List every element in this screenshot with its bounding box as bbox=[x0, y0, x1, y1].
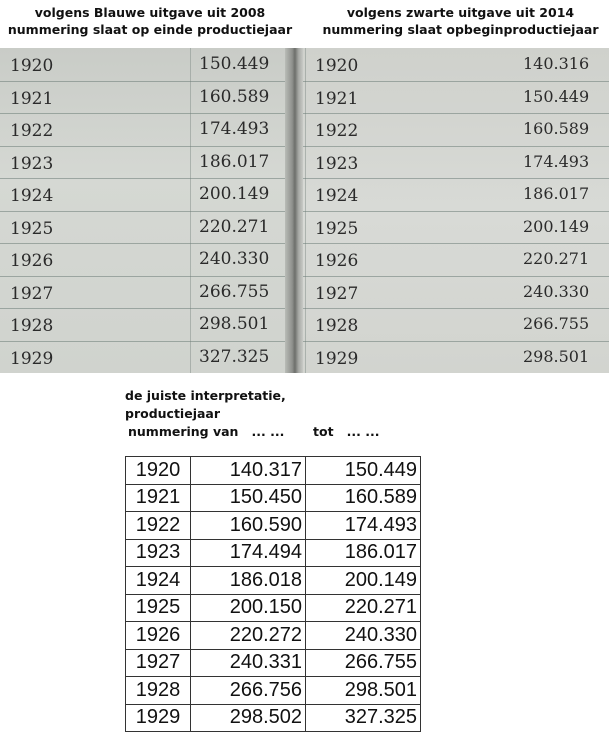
photo-table-row bbox=[303, 146, 609, 180]
left-book-photo bbox=[0, 48, 300, 373]
photo-year: 1926 bbox=[10, 251, 54, 271]
photo-table-row bbox=[303, 48, 609, 82]
left-header-line2: nummering slaat op einde productiejaar bbox=[7, 22, 293, 37]
left-header-line1: volgens Blauwe uitgave uit 2008 bbox=[34, 5, 266, 20]
to-cell: 327.325 bbox=[306, 704, 421, 732]
from-cell: 220.272 bbox=[191, 622, 306, 650]
photo-table-row bbox=[303, 341, 609, 374]
from-cell: 140.317 bbox=[191, 457, 306, 485]
photo-year: 1925 bbox=[315, 218, 359, 239]
photo-value: 174.493 bbox=[199, 119, 270, 139]
photo-value: 298.501 bbox=[523, 346, 590, 366]
table-row bbox=[126, 649, 421, 677]
photo-year: 1928 bbox=[10, 316, 54, 336]
year-cell: 1920 bbox=[126, 457, 191, 485]
to-cell: 220.271 bbox=[306, 594, 421, 622]
photo-value: 186.017 bbox=[523, 184, 590, 203]
photo-year: 1927 bbox=[315, 283, 359, 304]
from-cell: 186.018 bbox=[191, 567, 306, 595]
left-header bbox=[0, 4, 300, 52]
photo-year: 1927 bbox=[10, 283, 54, 304]
photo-year: 1926 bbox=[315, 251, 359, 271]
from-cell: 240.331 bbox=[191, 649, 306, 677]
right-header-line2: nummering slaat opbeginproductiejaar bbox=[322, 22, 599, 37]
table-row bbox=[126, 704, 421, 732]
year-cell: 1921 bbox=[126, 484, 191, 512]
note-line1: de juiste interpretatie, bbox=[125, 388, 286, 403]
photo-value: 150.449 bbox=[523, 86, 590, 106]
photo-value: 240.330 bbox=[199, 249, 270, 269]
photo-table-row bbox=[303, 81, 609, 115]
year-cell: 1922 bbox=[126, 512, 191, 540]
from-cell: 298.502 bbox=[191, 704, 306, 732]
photo-value: 186.017 bbox=[199, 151, 270, 172]
photo-year: 1925 bbox=[10, 218, 54, 239]
photo-value: 298.501 bbox=[199, 314, 270, 334]
interpretation-note bbox=[125, 387, 425, 441]
photo-year: 1929 bbox=[315, 348, 359, 369]
photo-year: 1921 bbox=[10, 88, 54, 109]
photo-table-row bbox=[303, 113, 609, 147]
photo-table-row bbox=[0, 243, 300, 277]
from-cell: 174.494 bbox=[191, 539, 306, 567]
photo-value: 200.149 bbox=[523, 216, 590, 236]
photo-value: 220.271 bbox=[523, 249, 590, 268]
photo-table-row bbox=[303, 308, 609, 342]
photo-value: 160.589 bbox=[523, 119, 590, 138]
table-row bbox=[126, 484, 421, 512]
to-cell: 160.589 bbox=[306, 484, 421, 512]
photo-year: 1922 bbox=[10, 121, 54, 141]
photo-value: 266.755 bbox=[523, 314, 590, 333]
to-cell: 266.755 bbox=[306, 649, 421, 677]
to-cell: 240.330 bbox=[306, 622, 421, 650]
photo-table-row bbox=[0, 276, 300, 310]
photo-value: 240.330 bbox=[523, 281, 590, 301]
to-cell: 150.449 bbox=[306, 457, 421, 485]
photo-value: 150.449 bbox=[199, 54, 270, 74]
result-table bbox=[125, 456, 421, 732]
photo-table-row bbox=[0, 341, 300, 374]
photo-table-row bbox=[303, 243, 609, 277]
photo-table-row bbox=[0, 178, 300, 212]
year-cell: 1928 bbox=[126, 677, 191, 705]
to-cell: 200.149 bbox=[306, 567, 421, 595]
photo-value: 266.755 bbox=[199, 281, 270, 302]
right-header-line1: volgens zwarte uitgave uit 2014 bbox=[346, 5, 575, 20]
note-line3: nummering van ... ... bbox=[128, 424, 285, 439]
year-cell: 1927 bbox=[126, 649, 191, 677]
photo-value: 327.325 bbox=[199, 346, 270, 367]
from-cell: 160.590 bbox=[191, 512, 306, 540]
photo-year: 1929 bbox=[10, 348, 54, 369]
right-book-photo bbox=[303, 48, 609, 373]
photo-table-row bbox=[303, 178, 609, 212]
year-cell: 1925 bbox=[126, 594, 191, 622]
photo-table-row bbox=[0, 211, 300, 245]
photo-year: 1922 bbox=[315, 121, 359, 141]
book-gutter bbox=[285, 48, 303, 373]
photo-year: 1924 bbox=[10, 186, 54, 206]
table-row bbox=[126, 512, 421, 540]
year-cell: 1923 bbox=[126, 539, 191, 567]
photo-table-row bbox=[303, 276, 609, 310]
from-cell: 266.756 bbox=[191, 677, 306, 705]
photo-value: 160.589 bbox=[199, 86, 270, 107]
right-header bbox=[312, 4, 609, 52]
photo-value: 220.271 bbox=[199, 216, 270, 237]
year-cell: 1924 bbox=[126, 567, 191, 595]
to-cell: 186.017 bbox=[306, 539, 421, 567]
to-cell: 174.493 bbox=[306, 512, 421, 540]
from-cell: 150.450 bbox=[191, 484, 306, 512]
photo-year: 1920 bbox=[315, 56, 359, 76]
photo-table-row bbox=[0, 81, 300, 115]
photo-year: 1920 bbox=[10, 56, 54, 76]
table-row bbox=[126, 594, 421, 622]
table-row bbox=[126, 539, 421, 567]
from-cell: 200.150 bbox=[191, 594, 306, 622]
photo-year: 1928 bbox=[315, 316, 359, 336]
photo-table-row bbox=[303, 211, 609, 245]
photo-table-row bbox=[0, 308, 300, 342]
photo-table-row bbox=[0, 113, 300, 147]
table-row bbox=[126, 622, 421, 650]
note-tot: tot ... ... bbox=[313, 424, 380, 439]
photo-value: 174.493 bbox=[523, 151, 590, 171]
to-cell: 298.501 bbox=[306, 677, 421, 705]
photo-table-row bbox=[0, 48, 300, 82]
photo-value: 200.149 bbox=[199, 184, 270, 204]
photo-year: 1923 bbox=[315, 153, 359, 174]
year-cell: 1926 bbox=[126, 622, 191, 650]
photo-table-row bbox=[0, 146, 300, 180]
table-row bbox=[126, 567, 421, 595]
photo-year: 1921 bbox=[315, 88, 359, 109]
photo-year: 1923 bbox=[10, 153, 54, 174]
table-row bbox=[126, 457, 421, 485]
year-cell: 1929 bbox=[126, 704, 191, 732]
photo-year: 1924 bbox=[315, 186, 359, 206]
note-line2: productiejaar bbox=[125, 406, 221, 421]
photo-value: 140.316 bbox=[523, 54, 590, 73]
table-row bbox=[126, 677, 421, 705]
